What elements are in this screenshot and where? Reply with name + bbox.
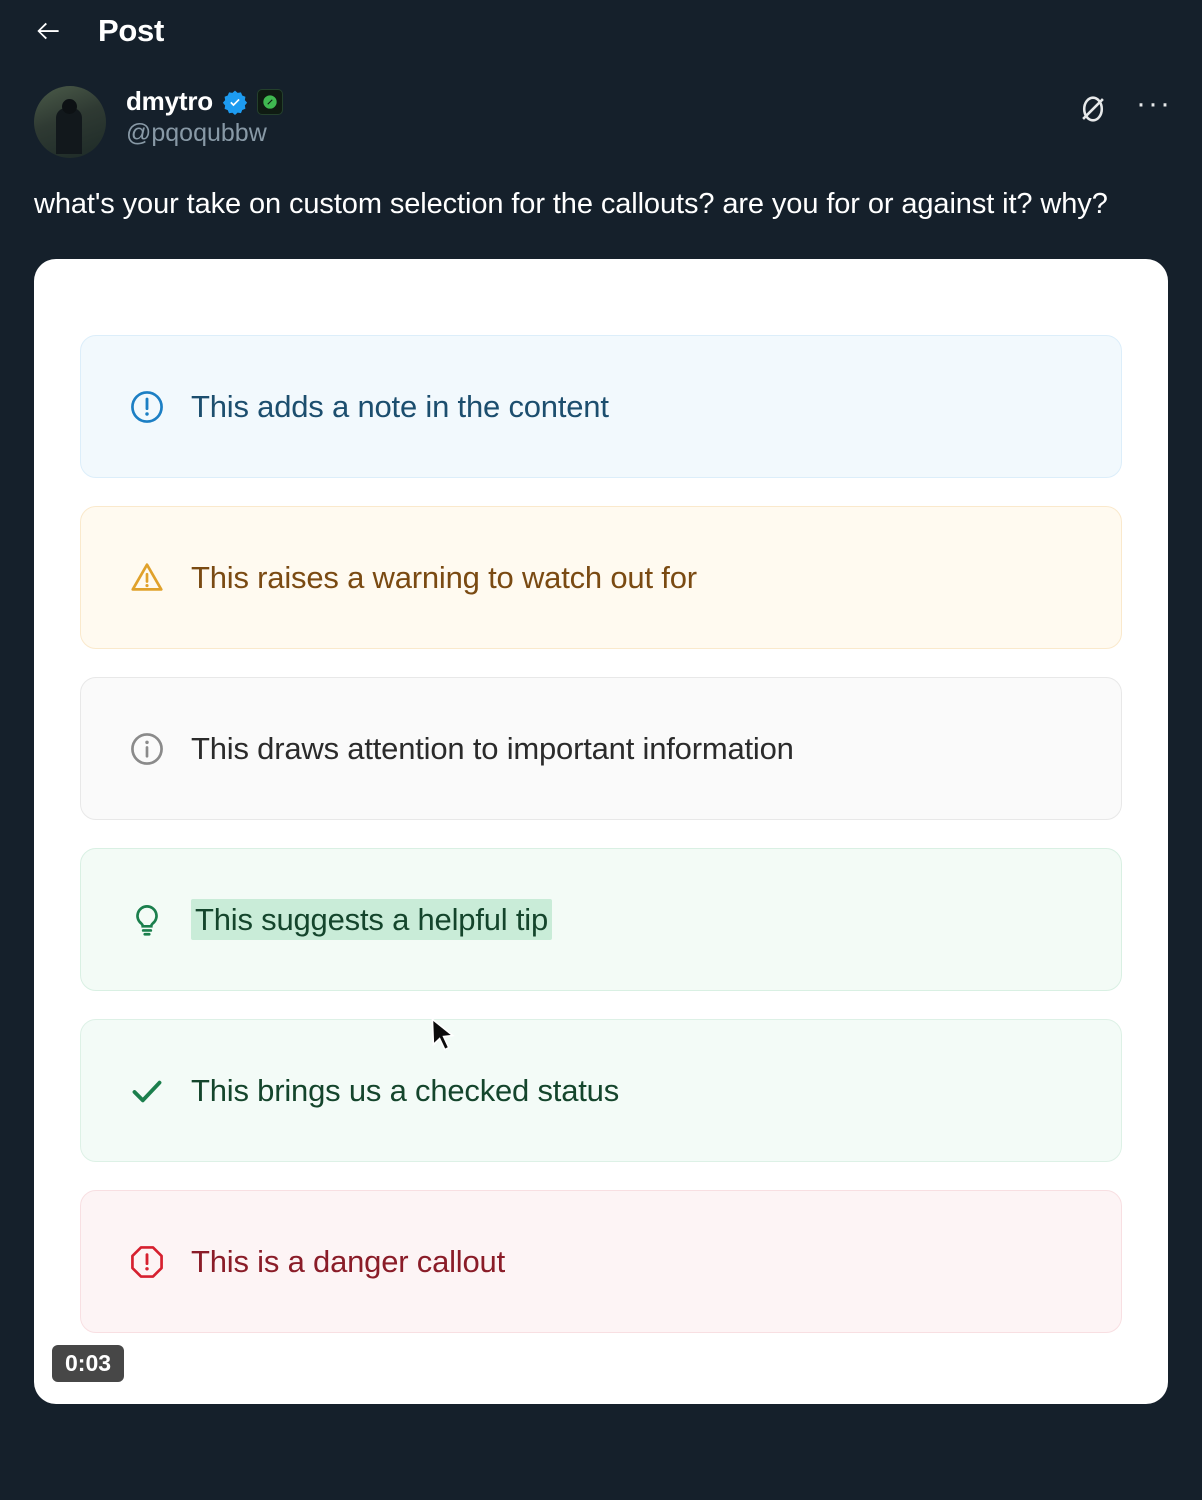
more-options-icon[interactable]: ··· — [1136, 87, 1172, 120]
callout-label: This draws attention to important information — [191, 730, 794, 766]
exclamation-circle-icon — [125, 388, 169, 426]
affiliate-glyph-icon — [262, 94, 278, 110]
check-icon — [125, 1071, 169, 1111]
callout-label: This brings us a checked status — [191, 1072, 620, 1108]
back-button[interactable] — [26, 9, 70, 53]
avatar-figure — [56, 108, 82, 154]
author-handle[interactable]: @pqoqubbw — [126, 119, 267, 147]
arrow-left-icon — [33, 16, 63, 46]
info-circle-icon — [125, 730, 169, 768]
callout-label: This adds a note in the content — [191, 388, 609, 424]
warning-triangle-icon — [125, 559, 169, 597]
video-timestamp: 0:03 — [52, 1345, 124, 1382]
post-text: what's your take on custom selection for the callouts? are you for or against it? why? — [34, 188, 1108, 220]
verified-badge-icon — [222, 89, 248, 115]
lightbulb-icon — [125, 901, 169, 939]
author-name-line — [126, 86, 283, 117]
callout-label — [191, 902, 552, 938]
callout-list — [34, 259, 1168, 1333]
author-text — [126, 86, 283, 148]
callout-danger — [80, 1190, 1122, 1333]
callout-info — [80, 677, 1122, 820]
avatar[interactable] — [34, 86, 106, 158]
page-title: Post — [98, 13, 164, 48]
affiliate-badge-icon[interactable] — [257, 89, 283, 115]
danger-octagon-icon — [125, 1243, 169, 1281]
callout-note — [80, 335, 1122, 478]
callout-tip — [80, 848, 1122, 991]
post-author-row — [0, 62, 1202, 158]
grok-icon[interactable] — [1076, 92, 1110, 126]
callout-label: This is a danger callout — [191, 1243, 505, 1279]
avatar-head — [62, 99, 77, 114]
post-actions — [1076, 87, 1172, 126]
callout-warning — [80, 506, 1122, 649]
author-display-name[interactable]: dmytro — [126, 86, 213, 116]
grok-glyph-icon — [1076, 92, 1110, 126]
selected-text-highlight: This suggests a helpful tip — [191, 899, 552, 940]
callout-label: This raises a warning to watch out for — [191, 559, 697, 595]
page-header — [0, 0, 1202, 62]
callout-check — [80, 1019, 1122, 1162]
post-media-card[interactable] — [34, 259, 1168, 1404]
